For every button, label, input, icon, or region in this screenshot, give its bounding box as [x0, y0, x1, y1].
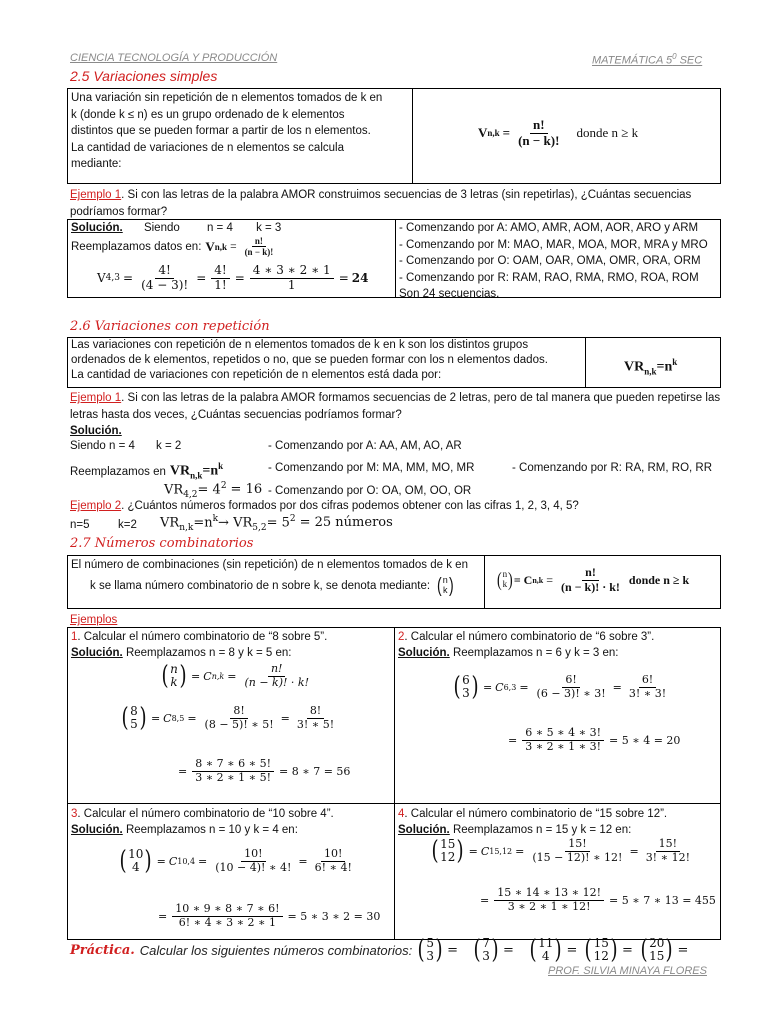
calc-v43: V 4,3 = $\frac{4!}{(4 - 3)!}$ = $\frac{4!}{1!}$ = $\frac{4 ∗ 3 ∗ 2 ∗ 1}{1}$ = 24 [97, 263, 369, 292]
ejemplo-1-variaciones: Ejemplo 1. Si con las letras de la palabra AMOR construimos secuencias de 3 letras (sin repetirlas), ¿Cuántas secuencias podríamos formar? [70, 189, 692, 218]
ejemplo-2-repeticion: Ejemplo 2. ¿Cuántos números formados por dos cifras podemos obtener con las cifras 1, 2, 3, 4, 5? [70, 500, 579, 512]
example-1-step2: = $\frac{8 ∗ 7 ∗ 6 ∗ 5!}{3 ∗ 2 ∗ 1 ∗ 5!}$ = 8 ∗ 7 = 56 [178, 757, 351, 784]
list-secuencias: - Comenzando por A: AMO, AMR, AOM, AOR, ARO y ARM - Comenzando por M: MAO, MAR, MOA, MOR, MRA y MRO - Comenzando por O: OAM, OAR, OMA, OMR, ORA, ORM - Comenzando por R: RAM, RAO, RMA, RMO, ROA, ROM Son 24 secuencias. [399, 222, 708, 300]
ex2-n: n=5 [70, 519, 90, 531]
vr42-calc: $VR_{4,2}= 4^2 = 16$ [164, 481, 263, 500]
example-2-solucion: Solución. Reemplazamos n = 6 y k = 3 en: [398, 647, 619, 659]
section-title-2-5: 2.5 Variaciones simples [70, 68, 218, 84]
list-comenzando-o: - Comenzando por O: OA, OM, OO, OR [268, 485, 472, 497]
definition-text-variaciones-repeticion: Las variaciones con repetición de n elementos tomados de k en k son los distintos grupos ordenados de k elementos, repetidos o no, que se pueden formar con los n elementos dados. La cantidad de variaciones con repetición de n elementos está dada por: [71, 339, 548, 381]
definition-text-combinatorios-2: k se llama número combinatorio de n sobre k, se denota mediante: ( n k ) [90, 575, 454, 597]
example-2-step2: = $\frac{6 ∗ 5 ∗ 4 ∗ 3!}{3 ∗ 2 ∗ 1 ∗ 3!}$ = 5 ∗ 4 = 20 [508, 726, 681, 753]
header-right: MATEMÁTICA $5^0$ SEC [592, 52, 703, 67]
ex2-calc: $VR_{n,k}=n^k\to VR_{5,2}= 5^2 = 25$ números [160, 514, 393, 533]
formula-variaciones: V n,k = $\frac{n!}{(n - k)!}$ donde n ≥ k [478, 117, 639, 148]
reemplazamos-vr: Reemplazamos en $VR_{n,k}=n^k$ [70, 461, 224, 481]
solution-siendo: Solución. Siendo n = 4 k = 3 [71, 222, 282, 234]
example-1-general: ( n k ) = C n,k = $\frac{n!}{(n - k)! \cdot k!}$ [161, 661, 309, 692]
solution-reemplazamos: Reemplazamos datos en: V n,k = $\frac{n!}{(n - k)!}$ [71, 236, 274, 258]
section-title-2-7: 2.7 Números combinatorios [70, 536, 254, 551]
formula-combinatorio: ( n k ) = C n,k = $\frac{n!}{(n - k)! \cdot k!}$ donde n ≥ k [497, 565, 690, 594]
footer-author: PROF. SILVIA MINAYA FLORES [548, 965, 707, 977]
example-4-step1: ( 15 12 ) = C 15,12 = $\frac{15!}{(15 - 12)! ∗ 12!}$ = $\frac{15!}{3! ∗ 12!}$ [431, 836, 690, 867]
example-2: 2. Calcular el número combinatorio de “6 sobre 3”. [398, 631, 655, 643]
example-3: 3. Calcular el número combinatorio de “10 sobre 4”. [71, 808, 334, 820]
example-3-solucion: Solución. Reemplazamos n = 10 y k = 4 en: [71, 824, 298, 836]
header-left: CIENCIA TECNOLOGÍA Y PRODUCCIÓN [70, 52, 278, 64]
example-1-solucion: Solución. Reemplazamos n = 8 y k = 5 en: [71, 647, 292, 659]
formula-vr: $VR_{n,k}=n^k$ [624, 357, 678, 377]
section-title-2-6: 2.6 Variaciones con repetición [70, 319, 270, 334]
k2: k = 2 [156, 440, 182, 452]
example-3-step1: ( 10 4 ) = C 10,4 = $\frac{10!}{(10 - 4)! ∗ 4!}$ = $\frac{10!}{6! ∗ 4!}$ [119, 846, 352, 877]
example-1-step1: ( 8 5 ) = C 8,5 = $\frac{8!}{(8 - 5)! ∗ 5!}$ = $\frac{8!}{3! ∗ 5!}$ [121, 703, 335, 734]
list-comenzando-a: - Comenzando por A: AA, AM, AO, AR [268, 440, 462, 452]
practice: Práctica. Calcular los siguientes números combinatorios: ( 5 3 ) = ( 7 3 ) = ( 11 4 ) = ( 15 12 ) = ( 20 15 ) = [70, 935, 689, 966]
example-4-step2: = $\frac{15 ∗ 14 ∗ 13 ∗ 12!}{3 ∗ 2 ∗ 1 ∗ 12!}$ = 5 ∗ 7 ∗ 13 = 455 [480, 886, 716, 913]
definition-text-variaciones: Una variación sin repetición de n elementos tomados de k en k (donde k ≤ n) es un grupo ordenado de k elementos distintos que se pueden formar a partir de los n elementos. La cantidad de variaciones de n elementos se calcula mediante: [71, 92, 383, 170]
example-2-step1: ( 6 3 ) = C 6,3 = $\frac{6!}{(6 - 3)! ∗ 3!}$ = $\frac{6!}{3! ∗ 3!}$ [453, 672, 667, 703]
example-4: 4. Calcular el número combinatorio de “15 sobre 12”. [398, 808, 668, 820]
example-3-step2: = $\frac{10 ∗ 9 ∗ 8 ∗ 7 ∗ 6!}{6! ∗ 4 ∗ 3 ∗ 2 ∗ 1}$ = 5 ∗ 3 ∗ 2 = 30 [158, 902, 381, 929]
example-4-solucion: Solución. Reemplazamos n = 15 y k = 12 en: [398, 824, 632, 836]
ex2-k: k=2 [118, 519, 137, 531]
list-comenzando-r: - Comenzando por R: RA, RM, RO, RR [512, 462, 713, 474]
ejemplo-1-repeticion: Ejemplo 1. Si con las letras de la palabra AMOR formamos secuencias de 2 letras, pero de tal manera que pueden repetirse las letras hasta dos veces, ¿Cuántas secuencias podríamos formar? Solución. [70, 392, 721, 437]
siendo-n4: Siendo n = 4 [70, 440, 135, 452]
list-comenzando-m: - Comenzando por M: MA, MM, MO, MR [268, 462, 475, 474]
ejemplos-label: Ejemplos [70, 614, 118, 626]
definition-text-combinatorios: El número de combinaciones (sin repetición) de n elementos tomados de k en [71, 559, 468, 571]
example-1: 1. Calcular el número combinatorio de “8 sobre 5”. [71, 631, 328, 643]
